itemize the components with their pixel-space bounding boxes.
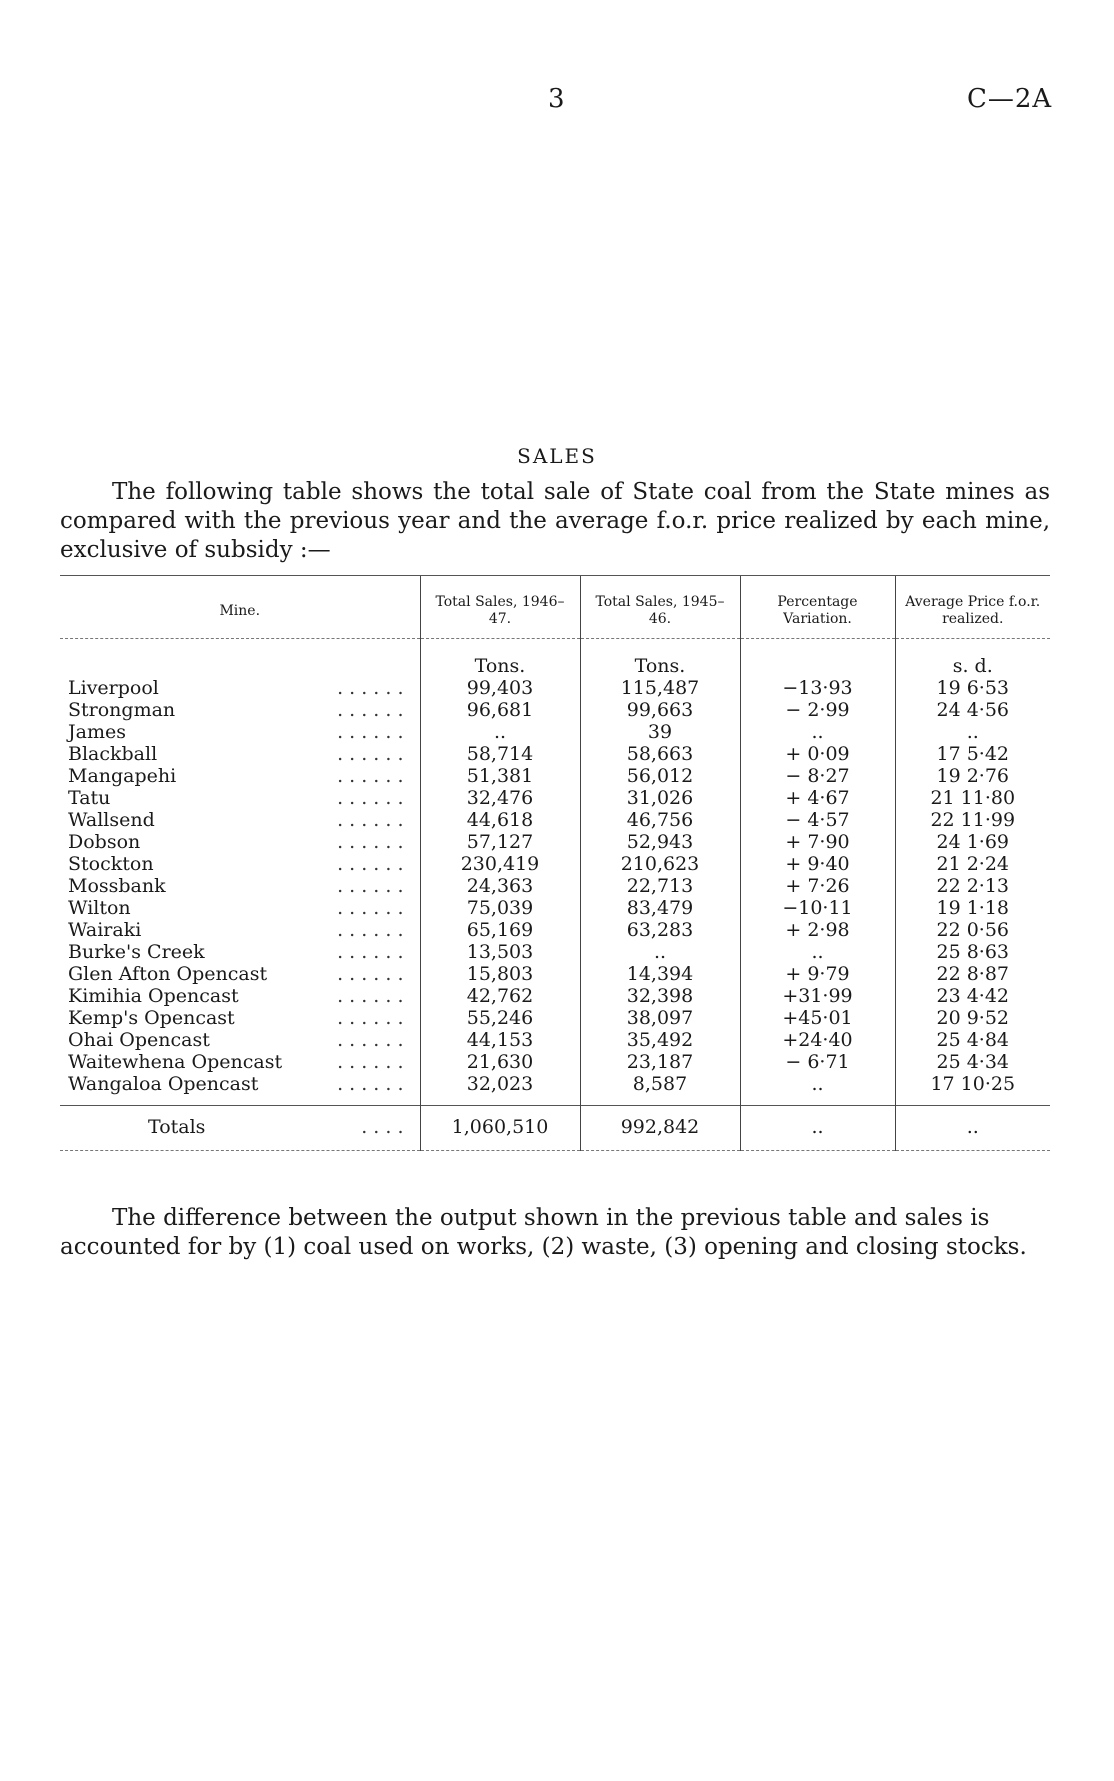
mine-cell-content <box>68 1073 412 1095</box>
dot-leader: . . . . . . <box>337 831 404 853</box>
mine-name: Wangaloa Opencast <box>68 1073 259 1095</box>
sales-1945-46-cell: 115,487 <box>580 677 740 699</box>
mine-cell <box>60 919 420 941</box>
dot-leader: . . . . . . <box>337 1029 404 1051</box>
mine-cell-content <box>68 677 412 699</box>
avg-price-cell: 21 2·24 <box>895 853 1050 875</box>
sales-1945-46-cell: 46,756 <box>580 809 740 831</box>
table-row <box>60 1051 1050 1073</box>
variation-cell: − 2·99 <box>740 699 895 721</box>
mine-cell-content <box>68 765 412 787</box>
dot-leader: . . . . . . <box>337 941 404 963</box>
dot-leader: . . . . . . <box>337 809 404 831</box>
mine-cell <box>60 897 420 919</box>
sales-1946-47-cell: 65,169 <box>420 919 580 941</box>
mine-cell-content <box>68 831 412 853</box>
mine-cell <box>60 985 420 1007</box>
table-body <box>60 639 1050 1152</box>
avg-price-cell: 22 11·99 <box>895 809 1050 831</box>
sales-1945-46-cell: 23,187 <box>580 1051 740 1073</box>
variation-cell: − 4·57 <box>740 809 895 831</box>
dot-leader: . . . . . . <box>337 875 404 897</box>
dot-leader: . . . . . . <box>337 985 404 1007</box>
units-sales-1946-47: Tons. <box>420 639 580 678</box>
mine-name: Blackball <box>68 743 158 765</box>
avg-price-cell: 19 1·18 <box>895 897 1050 919</box>
table-row <box>60 1007 1050 1029</box>
mine-cell-content <box>68 721 412 743</box>
sales-1946-47-cell: 32,476 <box>420 787 580 809</box>
mine-name: Mangapehi <box>68 765 177 787</box>
header-variation: Percentage Variation. <box>740 576 895 639</box>
units-mine <box>60 639 420 678</box>
variation-cell: −10·11 <box>740 897 895 919</box>
sales-1945-46-cell: 210,623 <box>580 853 740 875</box>
sales-1946-47-cell: 44,153 <box>420 1029 580 1051</box>
table-row <box>60 919 1050 941</box>
mine-name: Glen Afton Opencast <box>68 963 268 985</box>
mine-cell <box>60 875 420 897</box>
variation-cell: − 8·27 <box>740 765 895 787</box>
mine-cell <box>60 765 420 787</box>
mine-cell <box>60 853 420 875</box>
variation-cell: + 9·79 <box>740 963 895 985</box>
table-row <box>60 721 1050 743</box>
totals-sales-1946-47: 1,060,510 <box>420 1106 580 1151</box>
totals-label-content <box>148 1116 412 1138</box>
totals-sales-1945-46: 992,842 <box>580 1106 740 1151</box>
dot-leader: . . . . . . <box>337 1051 404 1073</box>
sales-1945-46-cell: 52,943 <box>580 831 740 853</box>
avg-price-cell: 22 2·13 <box>895 875 1050 897</box>
dot-leader: . . . . . . <box>337 853 404 875</box>
header-row <box>60 576 1050 639</box>
mine-cell-content <box>68 985 412 1007</box>
sales-1945-46-cell: 56,012 <box>580 765 740 787</box>
variation-cell: − 6·71 <box>740 1051 895 1073</box>
intro-text: The following table shows the total sale of State coal from the State mines as compared with the previous year and the average f.o.r. price realized by each mine, exclusive of subsidy :— <box>60 479 1050 563</box>
table-row <box>60 677 1050 699</box>
table-row <box>60 1029 1050 1051</box>
dot-leader: . . . . . . <box>337 963 404 985</box>
document-code: C—2A <box>967 84 1053 114</box>
mine-name: Kemp's Opencast <box>68 1007 235 1029</box>
variation-cell: .. <box>740 721 895 743</box>
table-row <box>60 875 1050 897</box>
avg-price-cell: 23 4·42 <box>895 985 1050 1007</box>
table-row <box>60 809 1050 831</box>
avg-price-cell: 25 4·34 <box>895 1051 1050 1073</box>
sales-1946-47-cell: 51,381 <box>420 765 580 787</box>
dot-leader: . . . . . . <box>337 677 404 699</box>
mine-cell-content <box>68 787 412 809</box>
avg-price-cell: 17 5·42 <box>895 743 1050 765</box>
mine-name: Mossbank <box>68 875 166 897</box>
sales-1946-47-cell: 58,714 <box>420 743 580 765</box>
variation-cell: + 7·26 <box>740 875 895 897</box>
dot-leader: . . . . . . <box>337 897 404 919</box>
mine-name: James <box>68 721 126 743</box>
mine-name: Waitewhena Opencast <box>68 1051 283 1073</box>
sales-1946-47-cell: 44,618 <box>420 809 580 831</box>
mine-cell <box>60 831 420 853</box>
sales-1945-46-cell: 39 <box>580 721 740 743</box>
table-row <box>60 897 1050 919</box>
table-row <box>60 941 1050 963</box>
mine-cell <box>60 1051 420 1073</box>
sales-1946-47-cell: 57,127 <box>420 831 580 853</box>
table-bottom-rule-cell <box>60 1151 1050 1152</box>
table-header <box>60 576 1050 639</box>
table-row <box>60 743 1050 765</box>
avg-price-cell: 19 2·76 <box>895 765 1050 787</box>
sales-1946-47-cell: 21,630 <box>420 1051 580 1073</box>
mine-name: Dobson <box>68 831 141 853</box>
mine-name: Burke's Creek <box>68 941 205 963</box>
sales-1945-46-cell: 31,026 <box>580 787 740 809</box>
totals-row <box>60 1106 1050 1151</box>
variation-cell: + 7·90 <box>740 831 895 853</box>
mine-cell <box>60 1007 420 1029</box>
table-row <box>60 963 1050 985</box>
header-sales-1945-46: Total Sales, 1945–46. <box>580 576 740 639</box>
dot-leader: . . . . . . <box>337 699 404 721</box>
avg-price-cell: 20 9·52 <box>895 1007 1050 1029</box>
sales-1946-47-cell: 42,762 <box>420 985 580 1007</box>
avg-price-cell: .. <box>895 721 1050 743</box>
table-row <box>60 985 1050 1007</box>
sales-1945-46-cell: 99,663 <box>580 699 740 721</box>
dot-leader: . . . . <box>361 1116 404 1138</box>
mine-cell <box>60 743 420 765</box>
spacer-cell <box>580 1095 740 1106</box>
mine-cell-content <box>68 1007 412 1029</box>
avg-price-cell: 24 4·56 <box>895 699 1050 721</box>
sales-1945-46-cell: 58,663 <box>580 743 740 765</box>
mine-cell <box>60 787 420 809</box>
dot-leader: . . . . . . <box>337 1073 404 1095</box>
dot-leader: . . . . . . <box>337 787 404 809</box>
sales-1946-47-cell: 15,803 <box>420 963 580 985</box>
outro-paragraph <box>60 1204 1050 1262</box>
mine-cell-content <box>68 875 412 897</box>
dot-leader: . . . . . . <box>337 765 404 787</box>
spacer-cell <box>60 1095 420 1106</box>
header-avg-price: Average Price f.o.r. realized. <box>895 576 1050 639</box>
mine-cell <box>60 963 420 985</box>
spacer-cell <box>420 1095 580 1106</box>
mine-name: Wairaki <box>68 919 142 941</box>
mine-name: Wilton <box>68 897 131 919</box>
avg-price-cell: 19 6·53 <box>895 677 1050 699</box>
sales-1946-47-cell: 24,363 <box>420 875 580 897</box>
mine-cell <box>60 1073 420 1095</box>
mine-name: Tatu <box>68 787 111 809</box>
mine-cell-content <box>68 853 412 875</box>
sales-1945-46-cell: 38,097 <box>580 1007 740 1029</box>
sales-1945-46-cell: 8,587 <box>580 1073 740 1095</box>
sales-1946-47-cell: 99,403 <box>420 677 580 699</box>
totals-label-cell <box>60 1106 420 1151</box>
table-row <box>60 787 1050 809</box>
page-number: 3 <box>548 84 565 114</box>
spacer-cell <box>895 1095 1050 1106</box>
header-sales-1946-47: Total Sales, 1946–47. <box>420 576 580 639</box>
mine-name: Ohai Opencast <box>68 1029 210 1051</box>
spacer-cell <box>740 1095 895 1106</box>
variation-cell: + 2·98 <box>740 919 895 941</box>
mine-cell <box>60 1029 420 1051</box>
totals-avg-price: .. <box>895 1106 1050 1151</box>
mine-cell <box>60 809 420 831</box>
sales-1946-47-cell: 230,419 <box>420 853 580 875</box>
table-bottom-rule <box>60 1151 1050 1152</box>
mine-cell-content <box>68 1029 412 1051</box>
mine-cell-content <box>68 809 412 831</box>
mine-cell-content <box>68 941 412 963</box>
mine-cell <box>60 941 420 963</box>
sales-1946-47-cell: 13,503 <box>420 941 580 963</box>
avg-price-cell: 25 4·84 <box>895 1029 1050 1051</box>
sales-1945-46-cell: 14,394 <box>580 963 740 985</box>
variation-cell: .. <box>740 941 895 963</box>
mine-cell-content <box>68 743 412 765</box>
variation-cell: + 9·40 <box>740 853 895 875</box>
units-variation <box>740 639 895 678</box>
variation-cell: −13·93 <box>740 677 895 699</box>
avg-price-cell: 24 1·69 <box>895 831 1050 853</box>
avg-price-cell: 22 0·56 <box>895 919 1050 941</box>
mine-name: Liverpool <box>68 677 159 699</box>
variation-cell: +31·99 <box>740 985 895 1007</box>
mine-cell-content <box>68 699 412 721</box>
intro-paragraph <box>60 478 1050 565</box>
sales-1945-46-cell: .. <box>580 941 740 963</box>
mine-cell-content <box>68 919 412 941</box>
table-row <box>60 1073 1050 1095</box>
spacer-row <box>60 1095 1050 1106</box>
avg-price-cell: 21 11·80 <box>895 787 1050 809</box>
units-row <box>60 639 1050 678</box>
sales-1945-46-cell: 35,492 <box>580 1029 740 1051</box>
mine-name: Kimihia Opencast <box>68 985 239 1007</box>
avg-price-cell: 25 8·63 <box>895 941 1050 963</box>
sales-1945-46-cell: 22,713 <box>580 875 740 897</box>
mine-name: Wallsend <box>68 809 155 831</box>
sales-1945-46-cell: 63,283 <box>580 919 740 941</box>
sales-1946-47-cell: 96,681 <box>420 699 580 721</box>
sales-table <box>60 575 1050 1151</box>
avg-price-cell: 22 8·87 <box>895 963 1050 985</box>
variation-cell: + 4·67 <box>740 787 895 809</box>
mine-cell-content <box>68 1051 412 1073</box>
totals-variation: .. <box>740 1106 895 1151</box>
mine-cell <box>60 721 420 743</box>
sales-1946-47-cell: .. <box>420 721 580 743</box>
sales-1945-46-cell: 83,479 <box>580 897 740 919</box>
variation-cell: +45·01 <box>740 1007 895 1029</box>
units-avg-price: s. d. <box>895 639 1050 678</box>
dot-leader: . . . . . . <box>337 1007 404 1029</box>
sales-1945-46-cell: 32,398 <box>580 985 740 1007</box>
mine-name: Strongman <box>68 699 176 721</box>
mine-cell <box>60 699 420 721</box>
avg-price-cell: 17 10·25 <box>895 1073 1050 1095</box>
table-row <box>60 831 1050 853</box>
table-row <box>60 853 1050 875</box>
totals-label: Totals <box>148 1116 206 1138</box>
variation-cell: +24·40 <box>740 1029 895 1051</box>
mine-cell-content <box>68 897 412 919</box>
table-row <box>60 765 1050 787</box>
units-sales-1945-46: Tons. <box>580 639 740 678</box>
section-heading: SALES <box>517 444 597 468</box>
table-row <box>60 699 1050 721</box>
header-mine: Mine. <box>60 576 420 639</box>
dot-leader: . . . . . . <box>337 743 404 765</box>
mine-cell-content <box>68 963 412 985</box>
mine-cell <box>60 677 420 699</box>
sales-1946-47-cell: 32,023 <box>420 1073 580 1095</box>
variation-cell: .. <box>740 1073 895 1095</box>
variation-cell: + 0·09 <box>740 743 895 765</box>
sales-table-container <box>60 575 1050 1151</box>
sales-1946-47-cell: 55,246 <box>420 1007 580 1029</box>
mine-name: Stockton <box>68 853 154 875</box>
dot-leader: . . . . . . <box>337 919 404 941</box>
dot-leader: . . . . . . <box>337 721 404 743</box>
sales-1946-47-cell: 75,039 <box>420 897 580 919</box>
outro-text: The difference between the output shown in the previous table and sales is accounted for by (1) coal used on works, (2) waste, (3) opening and closing stocks. <box>60 1205 1027 1260</box>
